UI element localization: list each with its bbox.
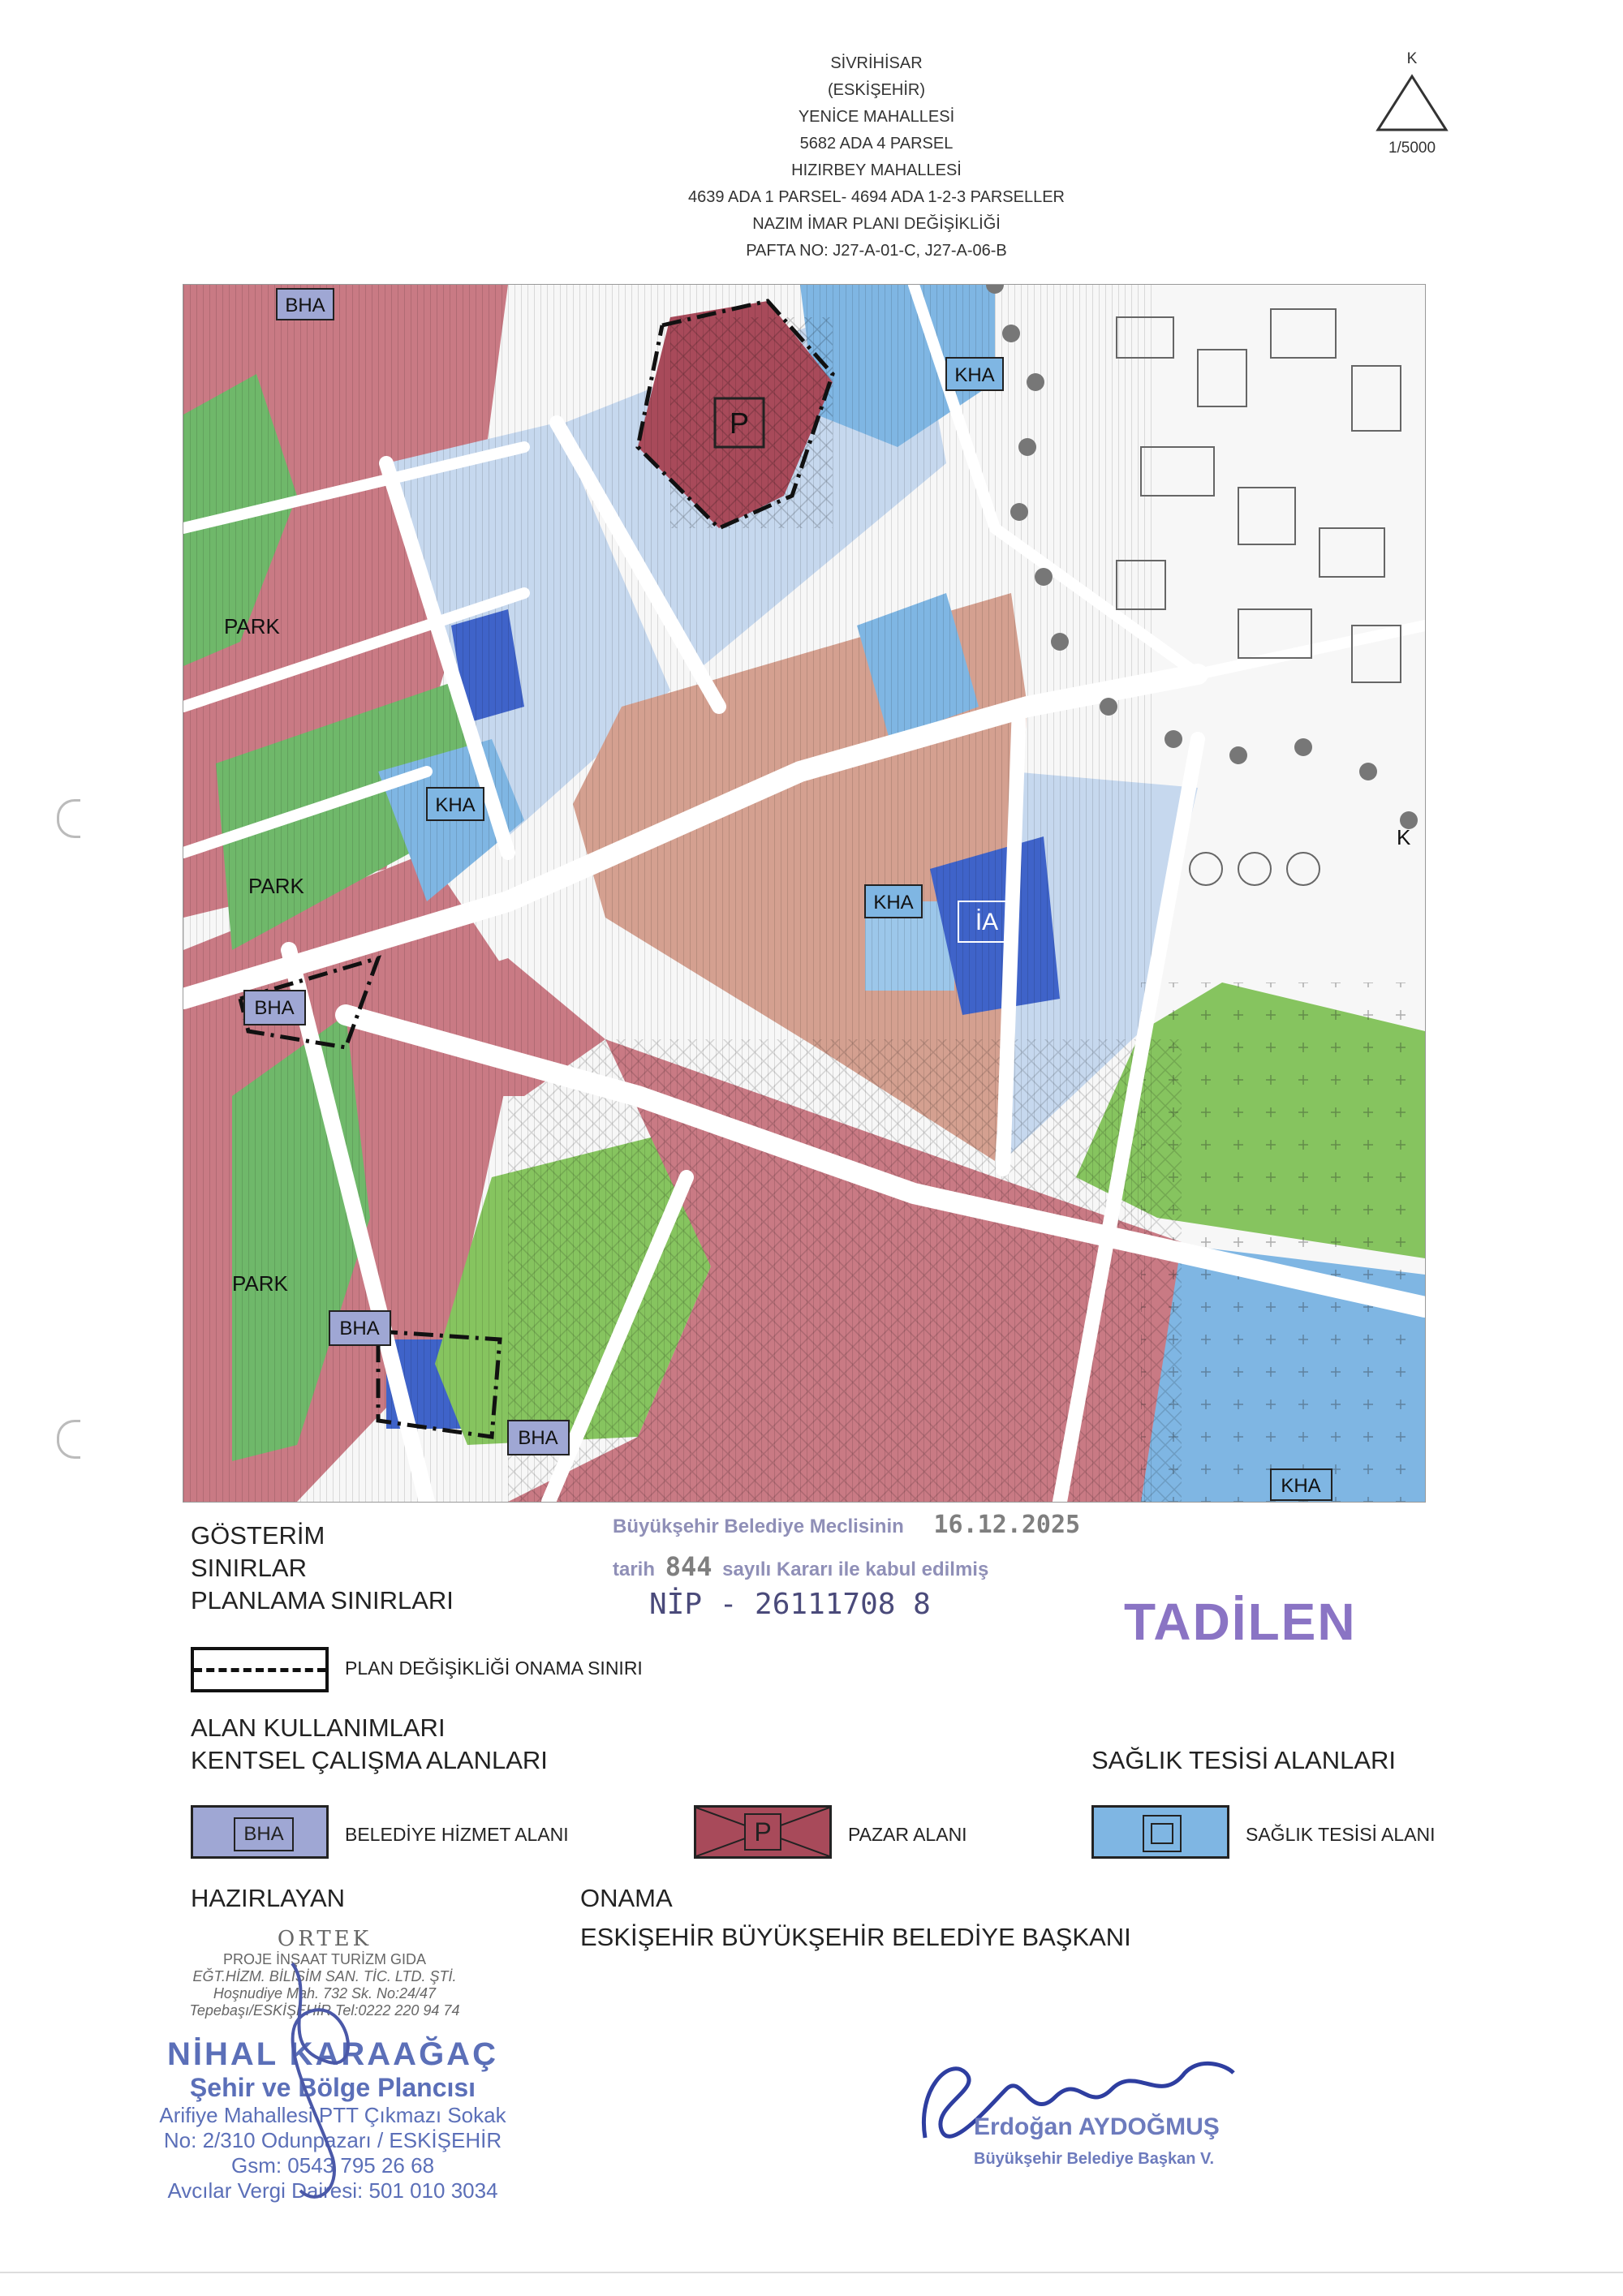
council-plan-code: NİP - 26111708 8 — [649, 1588, 931, 1621]
council-date: 16.12.2025 — [933, 1511, 1081, 1539]
legend-health-label: SAĞLIK TESİSİ ALANI — [1246, 1824, 1436, 1845]
label-park-southwest: PARK — [232, 1271, 288, 1296]
approval-authority: ESKİŞEHİR BÜYÜKŞEHİR BELEDİYE BAŞKANI — [580, 1923, 1131, 1951]
legend-land-use-heading: ALAN KULLANIMLARI — [191, 1713, 446, 1742]
planner-title: Şehir ve Bölge Plancısı — [189, 2073, 476, 2102]
prepared-heading: HAZIRLAYAN — [191, 1884, 346, 1912]
ortek-company-line-4: Tepebaşı/ESKİŞEHİR Tel:0222 220 94 74 — [189, 2002, 460, 2019]
legend-health-heading: SAĞLIK TESİSİ ALANLARI — [1091, 1746, 1397, 1774]
planner-address-2: No: 2/310 Odunpazarı / ESKİŞEHİR — [163, 2128, 502, 2152]
planner-name: NİHAL KARAAĞAÇ — [167, 2036, 498, 2072]
north-arrow — [1363, 50, 1461, 157]
label-park-west-2: PARK — [248, 874, 304, 898]
legend-approval-boundary-label: PLAN DEĞİŞİKLİĞİ ONAMA SINIRI — [345, 1658, 643, 1679]
title-line-plan-type: NAZIM İMAR PLANI DEĞİŞİKLİĞİ — [752, 215, 1001, 233]
legend-bha-swatch — [191, 1805, 329, 1859]
legend-title: GÖSTERİM — [191, 1521, 325, 1550]
legend-boundaries-heading: SINIRLAR — [191, 1554, 307, 1582]
title-line-neighbourhood-2: HIZIRBEY MAHALLESİ — [791, 161, 962, 179]
council-line2-prefix: tarih — [613, 1559, 656, 1580]
title-line-parcel-2: 4639 ADA 1 PARSEL- 4694 ADA 1-2-3 PARSELLER — [688, 188, 1065, 206]
label-bha-north: BHA — [285, 295, 325, 316]
title-line-parcel-1: 5682 ADA 4 PARSEL — [799, 135, 954, 153]
title-line-sheet-no: PAFTA NO: J27-A-01-C, J27-A-06-B — [746, 242, 1007, 260]
legend-market-code: P — [754, 1817, 772, 1847]
page-bottom-edge — [0, 2272, 1623, 2273]
plan-title-block — [568, 50, 1185, 264]
legend-planning-heading: PLANLAMA SINIRLARI — [191, 1586, 454, 1615]
legend-approval-boundary-swatch — [191, 1647, 329, 1692]
label-kha-north: KHA — [954, 364, 995, 386]
north-triangle-icon — [1371, 71, 1453, 136]
label-market: P — [729, 406, 750, 440]
label-kha-southeast: KHA — [1281, 1475, 1321, 1497]
ortek-company-name: ORTEK — [277, 1927, 372, 1951]
legend-bha-label: BELEDİYE HİZMET ALANI — [345, 1824, 569, 1845]
punch-hole-bottom — [57, 1420, 80, 1459]
label-k-east: K — [1397, 825, 1411, 849]
legend-urban-heading: KENTSEL ÇALIŞMA ALANLARI — [191, 1746, 548, 1774]
planner-tax: Avcılar Vergi Dairesi: 501 010 3034 — [167, 2178, 498, 2203]
north-label: K — [1406, 50, 1418, 67]
punch-hole-top — [57, 799, 80, 838]
ortek-company-line-2: EĞT.HİZM. BİLİŞİM SAN. TİC. LTD. ŞTİ. — [192, 1968, 457, 1984]
legend-health-square-icon — [1143, 1815, 1182, 1852]
planner-signature — [243, 1947, 406, 2215]
ortek-company-line-1: PROJE İNŞAAT TURİZM GIDA — [222, 1951, 427, 1967]
planner-phone: Gsm: 0543 795 26 68 — [230, 2153, 435, 2178]
mayor-name: Erdoğan AYDOĞMUŞ — [974, 2113, 1220, 2140]
legend-market-swatch — [694, 1805, 832, 1859]
council-line2-suffix: sayılı Kararı ile kabul edilmiş — [722, 1559, 989, 1580]
label-bha-south-2: BHA — [518, 1427, 558, 1449]
zoning-map-canvas — [183, 285, 1425, 1502]
council-decision-no: 844 — [665, 1551, 712, 1582]
label-park-west-1: PARK — [224, 614, 280, 638]
tadilen-stamp: TADİLEN — [1124, 1593, 1357, 1651]
mayor-title: Büyükşehir Belediye Başkan V. — [974, 2150, 1215, 2168]
approval-heading: ONAMA — [580, 1884, 673, 1912]
title-line-district: SİVRİHİSAR — [830, 54, 923, 72]
legend-bha-code: BHA — [234, 1817, 294, 1851]
label-kha-centre: KHA — [873, 892, 914, 914]
planner-address-1: Arifiye Mahallesi PTT Çıkmazı Sokak — [159, 2103, 506, 2127]
legend-health-swatch — [1091, 1805, 1229, 1859]
zoning-map — [183, 284, 1426, 1503]
label-kha-west: KHA — [435, 794, 476, 816]
label-bha-west: BHA — [254, 997, 295, 1019]
scale-label: 1/5000 — [1388, 140, 1436, 157]
title-line-neighbourhood-1: YENİCE MAHALLESİ — [798, 108, 955, 126]
ortek-company-line-3: Hoşnudiye Mah. 732 Sk. No:24/47 — [213, 1985, 437, 2001]
council-approval-stamp — [601, 1503, 1152, 1632]
title-line-province: (ESKİŞEHİR) — [827, 81, 926, 99]
label-bha-south-1: BHA — [339, 1318, 380, 1339]
council-line1-prefix: Büyükşehir Belediye Meclisinin — [613, 1516, 904, 1537]
label-education: İA — [975, 909, 999, 935]
mayor-signature — [901, 2024, 1242, 2162]
legend-market-label: PAZAR ALANI — [848, 1824, 967, 1845]
